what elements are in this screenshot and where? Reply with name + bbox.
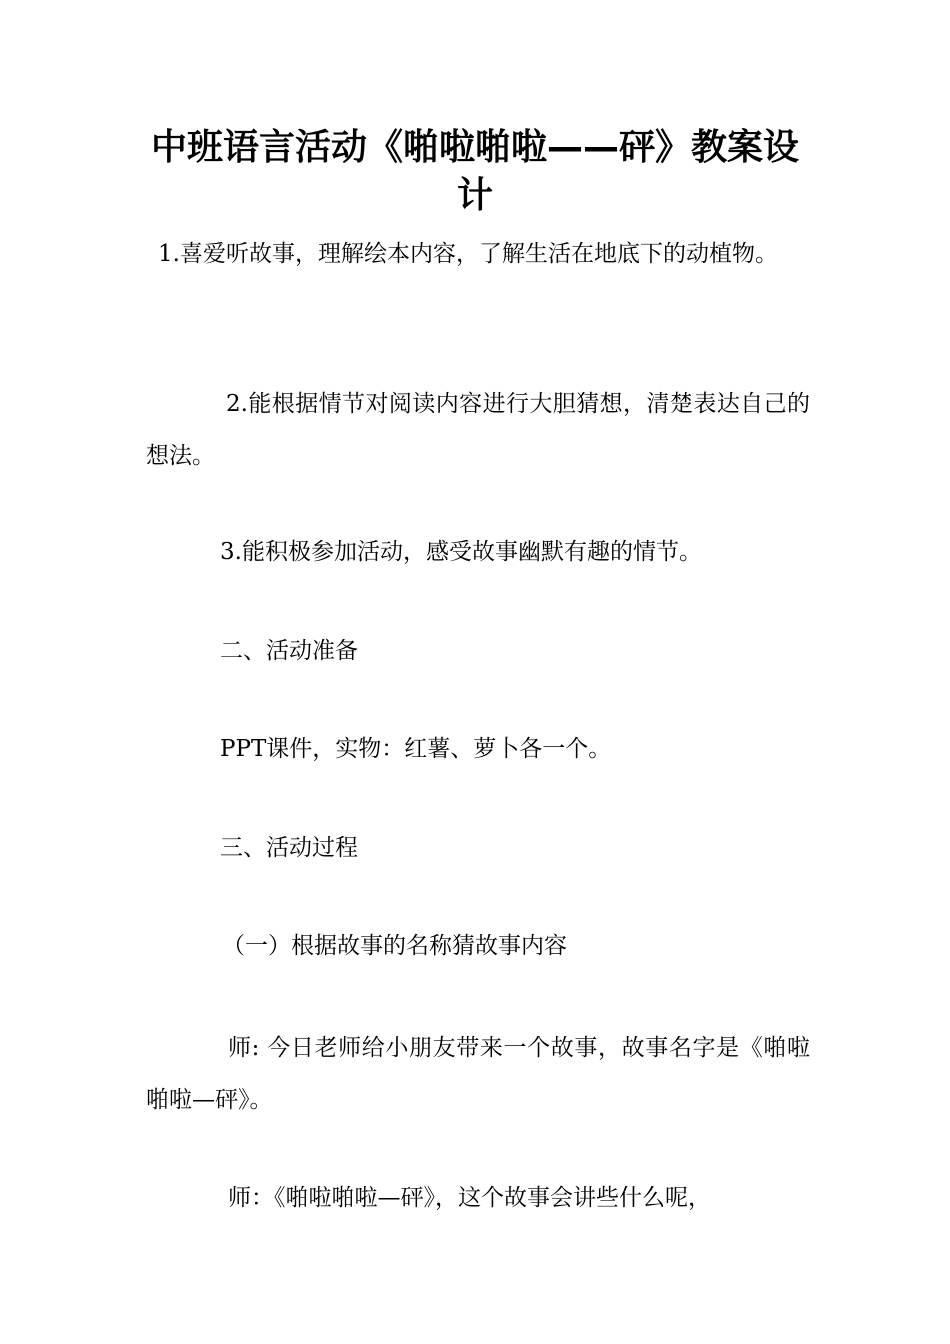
paragraph-teacher-question: 师：《啪啦啪啦—砰》，这个故事会讲些什么呢， xyxy=(228,1185,711,1211)
paragraph-objective-1: 1.喜爱听故事，理解绘本内容，了解生活在地底下的动植物。 xyxy=(158,241,778,267)
document-title: 中班语言活动《啪啦啪啦——砰》教案设计 xyxy=(150,127,799,216)
subsection-heading-guess: （一）根据故事的名称猜故事内容 xyxy=(222,933,567,959)
paragraph-objective-2: 2.能根据情节对阅读内容进行大胆猜想，清楚表达自己的想法。 xyxy=(146,391,810,469)
section-heading-preparation: 二、活动准备 xyxy=(220,638,358,664)
paragraph-materials: PPT课件，实物：红薯、萝卜各一个。 xyxy=(220,736,612,762)
paragraph-objective-3: 3.能积极参加活动，感受故事幽默有趣的情节。 xyxy=(220,539,702,565)
section-heading-process: 三、活动过程 xyxy=(220,835,358,861)
paragraph-teacher-intro: 师: 今日老师给小朋友带来一个故事，故事名字是《啪啦啪啦—砰》。 xyxy=(146,1035,810,1113)
